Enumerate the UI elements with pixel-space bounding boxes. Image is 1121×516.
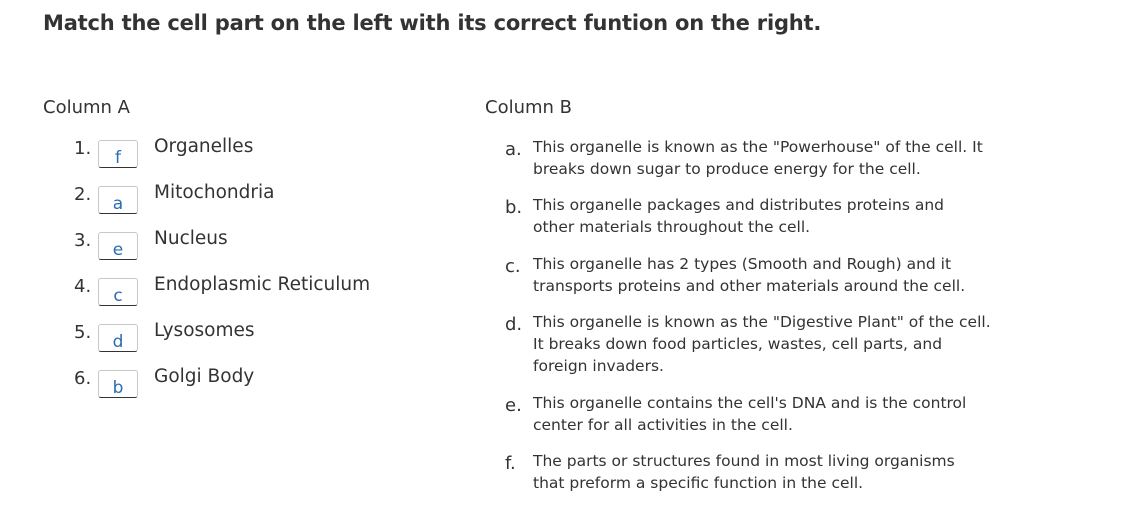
description-line: center for all activities in the cell. [533, 416, 793, 434]
function-description [533, 136, 993, 180]
column-a-heading: Column A [43, 97, 130, 118]
item-number: 4. [74, 276, 92, 297]
column-a-row [74, 274, 434, 308]
column-b-heading: Column B [485, 97, 573, 118]
item-letter: a. [505, 139, 522, 160]
function-description [533, 311, 993, 377]
cell-part-label: Golgi Body [154, 366, 255, 387]
item-letter: f. [505, 453, 516, 474]
answer-input[interactable]: a [98, 186, 138, 214]
cell-part-label: Lysosomes [154, 320, 255, 341]
item-number: 6. [74, 368, 92, 389]
function-description [533, 194, 993, 238]
description-line: transports proteins and other materials around the cell. [533, 277, 966, 295]
description-line: This organelle has 2 types (Smooth and Rough) and it [533, 255, 952, 273]
description-line: other materials throughout the cell. [533, 218, 811, 236]
item-letter: b. [505, 197, 523, 218]
answer-input[interactable]: d [98, 324, 138, 352]
description-line: foreign invaders. [533, 357, 664, 375]
answer-input[interactable]: f [98, 140, 138, 168]
description-line: This organelle is known as the "Powerhouse" of the cell. It [533, 138, 983, 156]
description-line: This organelle packages and distributes proteins and [533, 196, 944, 214]
column-a-row [74, 136, 434, 170]
cell-part-label: Mitochondria [154, 182, 275, 203]
description-line: This organelle is known as the "Digestive Plant" of the cell. [533, 313, 991, 331]
answer-input[interactable]: c [98, 278, 138, 306]
item-number: 2. [74, 184, 92, 205]
description-line: breaks down sugar to produce energy for the cell. [533, 160, 921, 178]
description-line: It breaks down food particles, wastes, cell parts, and [533, 335, 943, 353]
answer-input[interactable]: b [98, 370, 138, 398]
item-letter: e. [505, 395, 522, 416]
column-a-row [74, 320, 434, 354]
function-description [533, 253, 993, 297]
function-description [533, 392, 993, 436]
answer-input[interactable]: e [98, 232, 138, 260]
item-letter: c. [505, 256, 521, 277]
column-a-row [74, 182, 434, 216]
description-line: that preform a specific function in the cell. [533, 474, 864, 492]
function-description [533, 450, 993, 494]
question-title: Match the cell part on the left with its correct funtion on the right. [43, 11, 822, 35]
item-number: 1. [74, 138, 92, 159]
item-letter: d. [505, 314, 523, 335]
item-number: 5. [74, 322, 92, 343]
column-a-row [74, 228, 434, 262]
cell-part-label: Endoplasmic Reticulum [154, 274, 371, 295]
column-a-row [74, 366, 434, 400]
description-line: The parts or structures found in most living organisms [533, 452, 955, 470]
description-line: This organelle contains the cell's DNA and is the control [533, 394, 967, 412]
item-number: 3. [74, 230, 92, 251]
cell-part-label: Organelles [154, 136, 254, 157]
cell-part-label: Nucleus [154, 228, 228, 249]
